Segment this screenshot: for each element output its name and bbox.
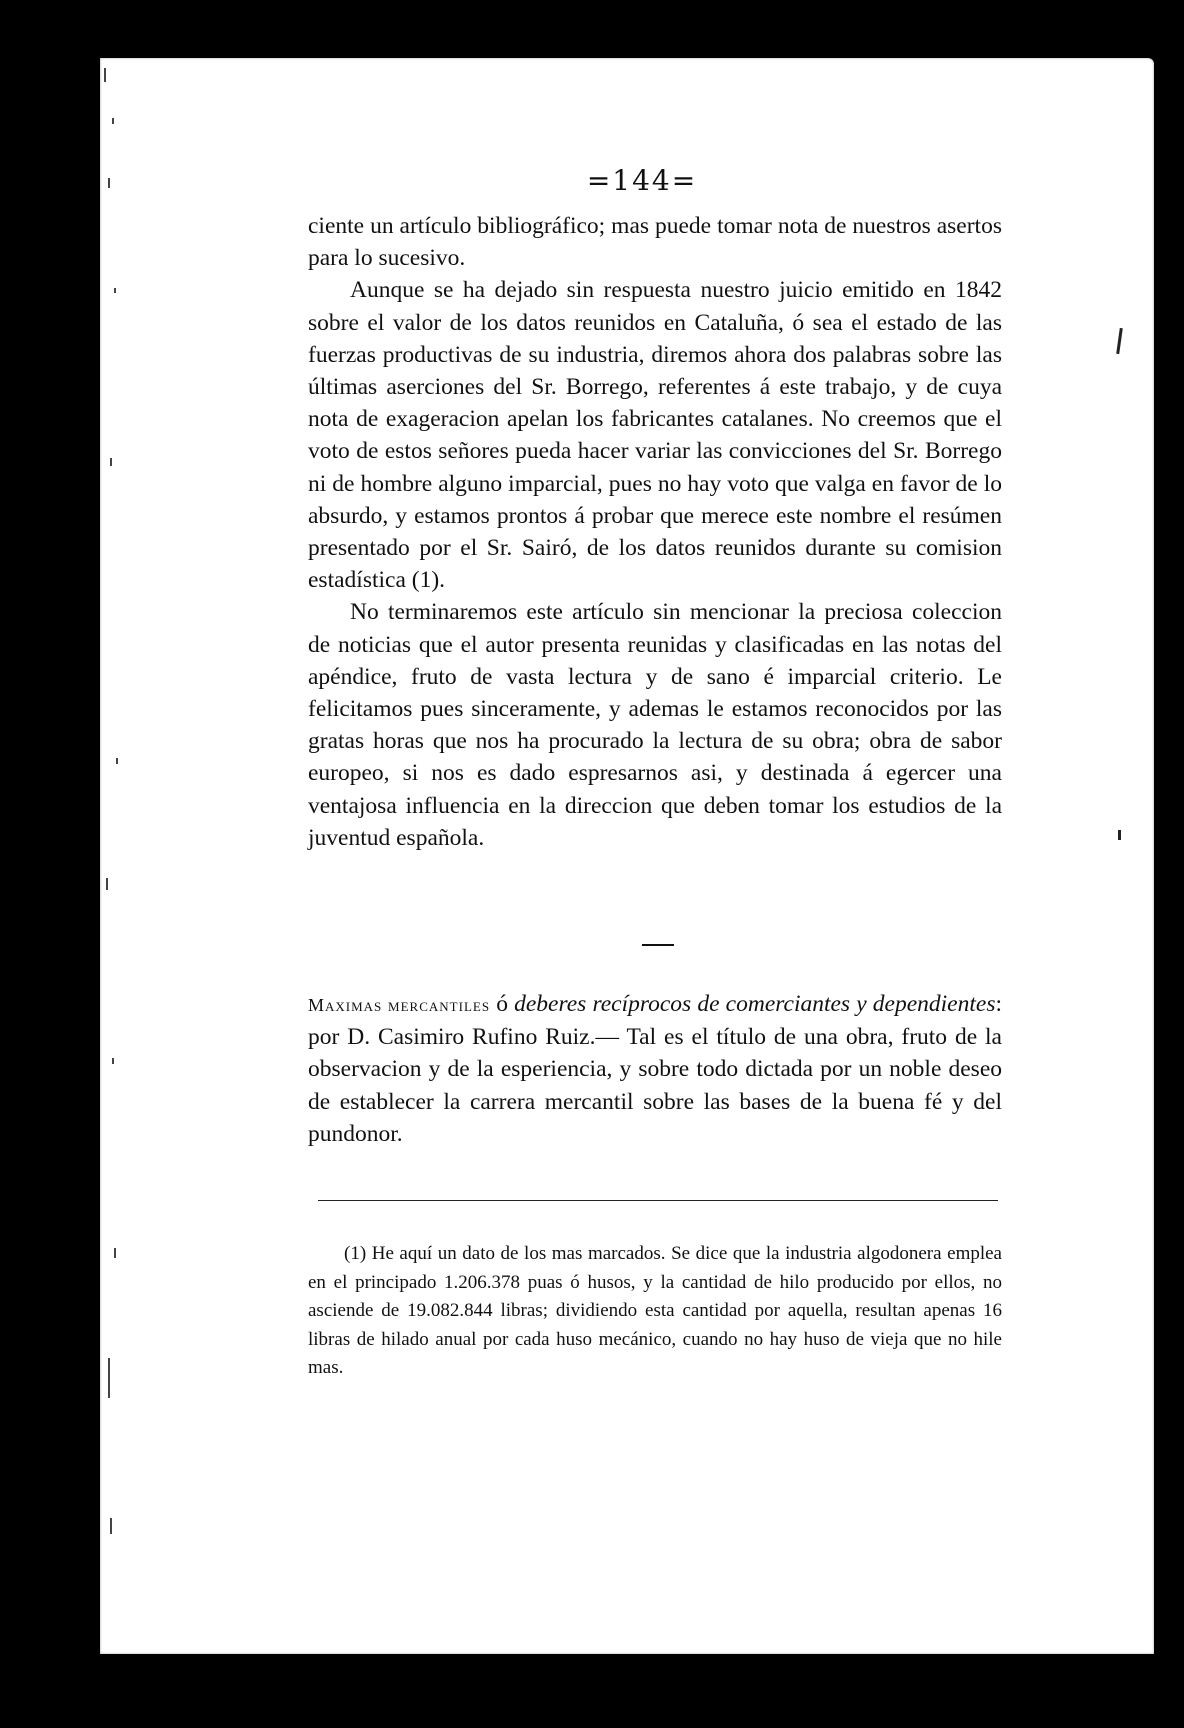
paragraph: Aunque se ha dejado sin respuesta nuestro juicio emitido en 1842 sobre el valor de los datos reunidos en Cataluña, ó sea el estado de las fuerzas productivas de su industria, diremos ahora dos palabras sobre las últimas aserciones del Sr. Borrego, referentes á este trabajo, y de cuya nota de exageracion apelan los fabricantes catalanes. No creemos que el voto de estos señores pueda hacer variar las convicciones del Sr. Borrego ni de hombre alguno imparcial, pues no hay voto que valga en favor de lo absurdo, y estamos prontos á probar que merece este nombre el resúmen presentado por el Sr. Sairó, de los datos reunidos durante su comision estadística (1). xyxy=(308,277,1002,594)
review-title: Maximas mercantiles xyxy=(308,995,491,1015)
review-connector: ó xyxy=(490,991,515,1017)
main-text xyxy=(308,210,1002,854)
paragraph: ciente un artículo bibliográfico; mas puede tomar nota de nuestros asertos para lo sucesivo. xyxy=(308,213,1002,272)
page-number: =144= xyxy=(586,164,698,197)
paragraph: No terminaremos este artículo sin mencionar la preciosa coleccion de noticias que el autor presenta reunidas y clasificadas en las notas del apéndice, fruto de vasta lectura y de sano é imparcial criterio. Le felicitamos pues sinceramente, y ademas le estamos reconocidos por las gratas horas que nos ha procurado la lectura de su obra; obra de sabor europeo, si nos es dado espresarnos asi, y destinada á egercer una ventajosa influencia en la direccion que deben tomar los estudios de la juventud española. xyxy=(308,599,1002,851)
section-divider xyxy=(642,944,674,946)
footnote-text: (1) He aquí un dato de los mas marcados. Se dice que la industria algodonera emplea en el principado 1.206.378 puas ó husos, y la cantidad de hilo producido por ellos, no asciende de 19.082.844 libras; dividiendo esta cantidad por aquella, resultan apenas 16 libras de hilado anual por cada huso mecánico, cuando no hay huso de vieja que no hile mas. xyxy=(308,1243,1002,1379)
review-subtitle: deberes recíprocos de comerciantes y dependientes xyxy=(514,991,996,1017)
margin-mark xyxy=(1118,830,1121,840)
page-edge-specks xyxy=(100,58,132,1654)
maximas-review xyxy=(308,988,1002,1150)
footnote xyxy=(308,1240,1002,1383)
footnote-rule xyxy=(318,1200,998,1201)
review-text: : por D. Casimiro Rufino Ruiz.— Tal es el título de una obra, fruto de la observacion y de la esperiencia, y sobre todo dictada por un noble deseo de establecer la carrera mercantil sobre las bases de la buena fé y del pundonor. xyxy=(308,991,1002,1147)
